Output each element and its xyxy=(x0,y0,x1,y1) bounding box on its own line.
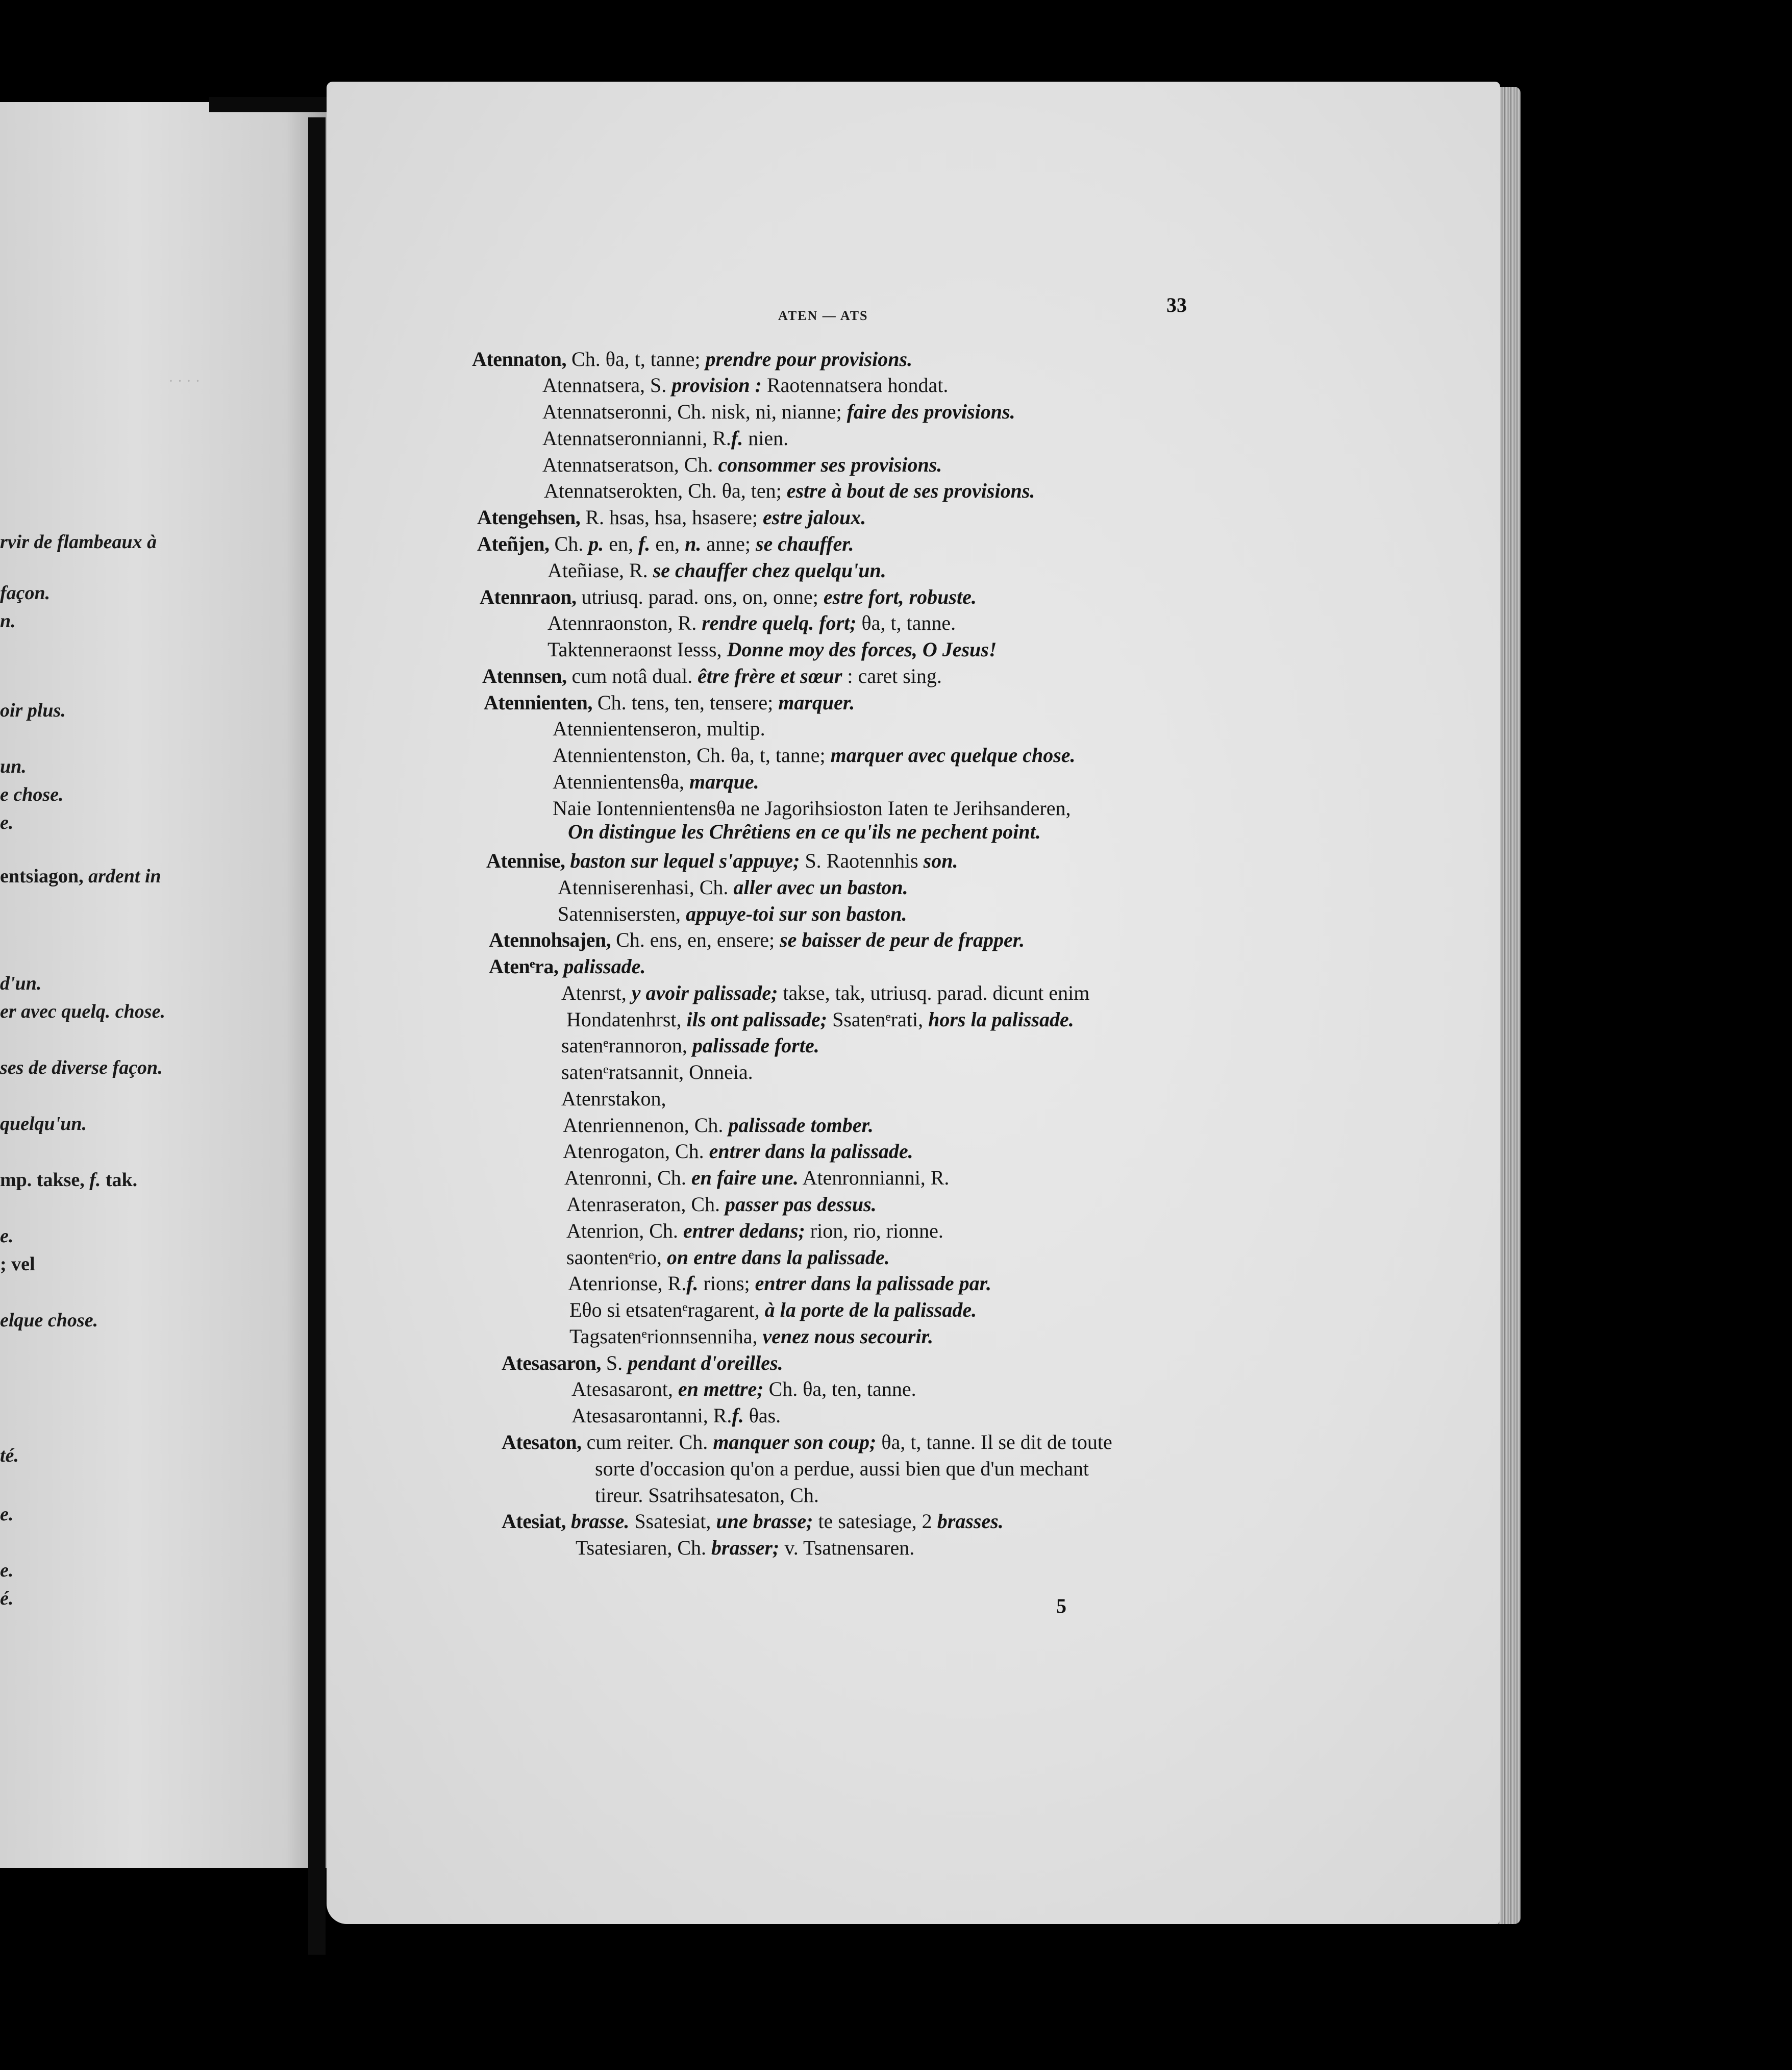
gloss-italic: faire des provisions. xyxy=(847,400,1015,423)
gloss-italic: oir plus. xyxy=(0,700,66,721)
gloss-italic: son. xyxy=(923,849,958,872)
gloss-italic: prendre pour provisions. xyxy=(705,348,913,371)
entry-text: : caret sing. xyxy=(842,664,942,687)
gloss-italic: ardent in xyxy=(88,866,161,887)
gloss-italic: d'un. xyxy=(0,973,42,994)
gloss-italic: marque. xyxy=(689,770,759,793)
gloss-italic: e. xyxy=(0,1560,14,1581)
gloss-italic: aller avec un baston. xyxy=(733,876,908,899)
gloss-italic: palissade tomber. xyxy=(728,1114,874,1137)
entry-text xyxy=(558,955,563,978)
entry-text: S. xyxy=(601,1351,628,1374)
entry-text: Ch. ens, en, ensere; xyxy=(611,928,780,951)
entry-text: Atennientenseron, multip. xyxy=(553,717,765,740)
entry-line xyxy=(542,374,948,397)
entry-line xyxy=(561,1061,753,1083)
gloss-italic: une brasse; xyxy=(716,1510,813,1533)
entry-text: Atenniserenhasi, Ch. xyxy=(558,876,734,899)
entry-line xyxy=(566,1220,943,1242)
entry-line xyxy=(542,454,942,476)
entry-text: Ch. θa, t, tanne; xyxy=(566,348,706,371)
gloss-italic: y avoir palissade; xyxy=(631,981,778,1004)
entry-text: tireur. Ssatrihsatesaton, Ch. xyxy=(595,1484,819,1507)
headword: Atennienten, xyxy=(484,691,592,714)
entry-text: satenᵉratsannit, Onneia. xyxy=(561,1061,753,1083)
entry-line xyxy=(563,1140,913,1163)
entry-text: takse, tak, utriusq. parad. dicunt enim xyxy=(778,981,1090,1004)
gloss-italic: on entre dans la palissade. xyxy=(666,1246,890,1269)
headword: Atenᵉra, xyxy=(489,955,559,978)
entry-text: Taktenneraonst Iesss, xyxy=(547,638,727,661)
gloss-italic: e. xyxy=(0,1225,14,1247)
gloss-italic: f. xyxy=(686,1272,699,1295)
gloss-italic: marquer. xyxy=(778,691,855,714)
gloss-italic: passer pas dessus. xyxy=(725,1193,877,1216)
entry-text: cum reiter. Ch. xyxy=(581,1431,713,1453)
gloss-italic: à la porte de la palissade. xyxy=(764,1298,977,1321)
entry-text: θa, t, tanne. Il se dit de toute xyxy=(876,1431,1112,1453)
gloss-italic: estre à bout de ses provisions. xyxy=(786,479,1035,502)
entry-text: Tsatesiaren, Ch. xyxy=(576,1536,712,1559)
gloss-italic: p. xyxy=(588,532,604,555)
entry-line xyxy=(571,1404,781,1427)
entry-text: Atennatseratson, Ch. xyxy=(542,453,718,476)
entry-line xyxy=(561,1034,819,1057)
entry-line xyxy=(571,1378,916,1400)
entry-line xyxy=(480,586,977,608)
headword: Atennraon, xyxy=(480,585,577,608)
entry-text: en, xyxy=(604,532,638,555)
entry-text: Atenronnianni, R. xyxy=(798,1166,950,1189)
entry-text: Atesasarontanni, R. xyxy=(571,1404,732,1427)
gloss-italic: é. xyxy=(0,1588,14,1609)
gloss-italic: f. xyxy=(731,427,743,450)
entry-line xyxy=(472,348,912,371)
entry-line xyxy=(576,1537,914,1559)
entry-line xyxy=(569,1325,933,1348)
gloss-italic: brasser; xyxy=(711,1536,780,1559)
entry-line xyxy=(566,1193,877,1216)
entry-line xyxy=(486,850,958,872)
entry-line xyxy=(484,692,855,714)
entry-text: Atennatserokten, Ch. θa, ten; xyxy=(544,479,787,502)
entry-line xyxy=(563,1114,874,1137)
gloss-italic: f. xyxy=(732,1404,744,1427)
gloss-italic: e chose. xyxy=(0,784,64,805)
entry-text: Ch. θa, ten, tanne. xyxy=(763,1377,916,1400)
entry-text: sorte d'occasion qu'on a perdue, aussi bien que d'un mechant xyxy=(595,1457,1089,1480)
headword: Atennsen, xyxy=(482,664,567,687)
gloss-italic: palissade. xyxy=(563,955,646,978)
entry-line xyxy=(544,480,1035,502)
gloss-italic: appuye-toi sur son baston. xyxy=(686,902,907,925)
entry-text: Ch. tens, ten, tensere; xyxy=(592,691,779,714)
gloss-italic: On distingue les Chrêtiens en ce qu'ils ne pechent point. xyxy=(568,820,1041,843)
entry-line xyxy=(553,771,759,793)
entry-text: rion, rio, rionne. xyxy=(805,1219,943,1242)
entry-text: ; vel xyxy=(0,1253,35,1275)
gloss-italic: en mettre; xyxy=(678,1377,764,1400)
gloss-italic: pendant d'oreilles. xyxy=(628,1351,783,1374)
entry-text: R. hsas, hsa, hsasere; xyxy=(580,506,763,529)
entry-line xyxy=(558,903,907,925)
entry-text: en, xyxy=(650,532,685,555)
gloss-italic: un. xyxy=(0,756,27,777)
entry-text: Atennatsera, S. xyxy=(542,374,672,397)
gloss-italic: entrer dedans; xyxy=(683,1219,805,1242)
gloss-italic: Donne moy des forces, O Jesus! xyxy=(727,638,997,661)
headword: Atennaton, xyxy=(472,348,567,371)
headword: Atennohsajen, xyxy=(489,928,611,951)
headword: Atesiat, xyxy=(502,1510,566,1533)
entry-line xyxy=(547,612,956,634)
entry-text: Atenrionse, R. xyxy=(568,1272,687,1295)
gloss-italic: manquer son coup; xyxy=(713,1431,877,1453)
entry-text: mp. takse, xyxy=(0,1169,90,1191)
entry-line xyxy=(542,401,1015,423)
gloss-italic: f. xyxy=(89,1169,101,1191)
gloss-italic: rvir de flambeaux à xyxy=(0,531,157,553)
entry-line xyxy=(561,1088,666,1110)
entry-text: θas. xyxy=(743,1404,781,1427)
headword: Atesaton, xyxy=(502,1431,582,1453)
entry-text: Ateñiase, R. xyxy=(547,559,653,582)
entry-text: Ssatenᵉrati, xyxy=(827,1008,929,1031)
entry-text: Atennientenston, Ch. θa, t, tanne; xyxy=(553,744,831,767)
entry-text: utriusq. parad. ons, on, onne; xyxy=(576,585,824,608)
entry-text: Atennraonston, R. xyxy=(547,611,702,634)
gloss-italic: marquer avec quelque chose. xyxy=(830,744,1076,767)
gloss-italic: brasses. xyxy=(937,1510,1004,1533)
show-through-text: · · · · xyxy=(168,373,201,389)
entry-text: S. Raotennhis xyxy=(800,849,924,872)
gloss-italic: entrer dans la palissade par. xyxy=(755,1272,992,1295)
entry-text xyxy=(566,1510,571,1533)
entry-line xyxy=(502,1431,1112,1453)
gloss-italic: baston sur lequel s'appuye; xyxy=(570,849,800,872)
gloss-italic: té. xyxy=(0,1445,19,1466)
gloss-italic: entrer dans la palissade. xyxy=(709,1140,913,1163)
entry-line xyxy=(595,1458,1089,1480)
gloss-italic: se baisser de peur de frapper. xyxy=(780,928,1025,951)
entry-text: satenᵉrannoron, xyxy=(561,1034,692,1057)
gloss-italic: palissade forte. xyxy=(692,1034,819,1057)
entry-line xyxy=(568,821,1041,843)
entry-text: te satesiage, 2 xyxy=(813,1510,937,1533)
entry-text: Tagsatenᵉrionnsenniha, xyxy=(569,1325,763,1348)
entry-line xyxy=(558,876,908,899)
gloss-italic: ils ont palissade; xyxy=(686,1008,828,1031)
entry-text: Atennientensθa, xyxy=(553,770,689,793)
entry-text: v. Tsatnensaren. xyxy=(779,1536,915,1559)
entry-line xyxy=(477,533,854,555)
entry-text: Ch. xyxy=(549,532,589,555)
entry-line xyxy=(489,929,1025,951)
entry-line xyxy=(553,744,1076,767)
headword: Ateñjen, xyxy=(477,532,550,555)
entry-text: Atenriennenon, Ch. xyxy=(563,1114,729,1137)
gloss-italic: être frère et sœur xyxy=(698,664,842,687)
page-number: 33 xyxy=(1166,293,1187,316)
entry-text: tak. xyxy=(101,1169,138,1191)
entry-text: entsiagon, xyxy=(0,866,89,887)
entry-text: Satennisersten, xyxy=(558,902,686,925)
entry-text: saontenᵉrio, xyxy=(566,1246,667,1269)
gloss-italic: se chauffer. xyxy=(755,532,854,555)
entry-text: Atennatseronni, Ch. nisk, ni, nianne; xyxy=(542,400,847,423)
entry-line xyxy=(568,1272,991,1295)
headword: Atengehsen, xyxy=(477,506,581,529)
gloss-italic: e. xyxy=(0,812,14,833)
gloss-italic: brasse. xyxy=(570,1510,630,1533)
entry-text: nien. xyxy=(743,427,789,450)
gloss-italic: se chauffer chez quelqu'un. xyxy=(653,559,886,582)
entry-text: rions; xyxy=(698,1272,755,1295)
entry-text: Atenrstakon, xyxy=(561,1087,666,1110)
entry-text: Atenronni, Ch. xyxy=(564,1166,691,1189)
headword: Atennise, xyxy=(486,849,565,872)
gloss-italic: elque chose. xyxy=(0,1310,98,1331)
gloss-italic: rendre quelq. fort; xyxy=(702,611,857,634)
entry-line xyxy=(477,506,866,529)
gloss-italic: ses de diverse façon. xyxy=(0,1057,163,1078)
signature-mark: 5 xyxy=(1056,1594,1066,1617)
gloss-italic: e. xyxy=(0,1504,14,1525)
entry-text: Eθo si etsatenᵉragarent, xyxy=(569,1298,765,1321)
gloss-italic: consommer ses provisions. xyxy=(718,453,942,476)
entry-line xyxy=(566,1008,1074,1031)
entry-text: θa, t, tanne. xyxy=(856,611,956,634)
entry-text: Atenrion, Ch. xyxy=(566,1219,683,1242)
entry-line xyxy=(561,982,1089,1004)
entry-text: Atennatseronnianni, R. xyxy=(542,427,731,450)
entry-line xyxy=(553,718,765,740)
entry-text: cum notâ dual. xyxy=(566,664,698,687)
gloss-italic: hors la palissade. xyxy=(928,1008,1074,1031)
entry-text xyxy=(565,849,570,872)
entry-line xyxy=(569,1299,977,1321)
entry-text: Atesasaront, xyxy=(571,1377,678,1400)
gloss-italic: façon. xyxy=(0,582,51,604)
entry-text: Atenrogaton, Ch. xyxy=(563,1140,709,1163)
entry-line xyxy=(502,1510,1004,1533)
gloss-italic: n. xyxy=(685,532,702,555)
running-head: ATEN — ATS xyxy=(778,308,868,323)
headword: Atesasaron, xyxy=(502,1351,601,1374)
entry-line xyxy=(564,1167,949,1189)
entry-text: Naie Iontennientensθa ne Jagorihsioston Iaten te Jerihsanderen, xyxy=(553,797,1071,820)
gloss-italic: estre fort, robuste. xyxy=(823,585,977,608)
gloss-italic: provision : xyxy=(671,374,762,397)
gloss-italic: estre jaloux. xyxy=(763,506,866,529)
entry-line xyxy=(482,665,942,687)
entry-text: Atenrst, xyxy=(561,981,632,1004)
entry-line xyxy=(595,1484,819,1507)
gloss-italic: f. xyxy=(638,532,651,555)
gloss-italic: venez nous secourir. xyxy=(762,1325,933,1348)
entry-text: Atenraseraton, Ch. xyxy=(566,1193,726,1216)
entry-line xyxy=(547,638,997,661)
entry-line xyxy=(489,955,645,978)
entry-text: Ssatesiat, xyxy=(629,1510,716,1533)
gloss-italic: quelqu'un. xyxy=(0,1113,87,1135)
entry-line xyxy=(553,797,1071,820)
gloss-italic: en faire une. xyxy=(691,1166,799,1189)
entry-line xyxy=(542,427,788,450)
entry-text: Raotennatsera hondat. xyxy=(761,374,949,397)
entry-line xyxy=(502,1352,783,1374)
gloss-italic: n. xyxy=(0,610,16,632)
entry-line xyxy=(547,559,886,582)
entry-text: anne; xyxy=(701,532,756,555)
gloss-italic: er avec quelq. chose. xyxy=(0,1001,165,1022)
entry-text: Hondatenhrst, xyxy=(566,1008,687,1031)
entry-line xyxy=(566,1246,890,1269)
